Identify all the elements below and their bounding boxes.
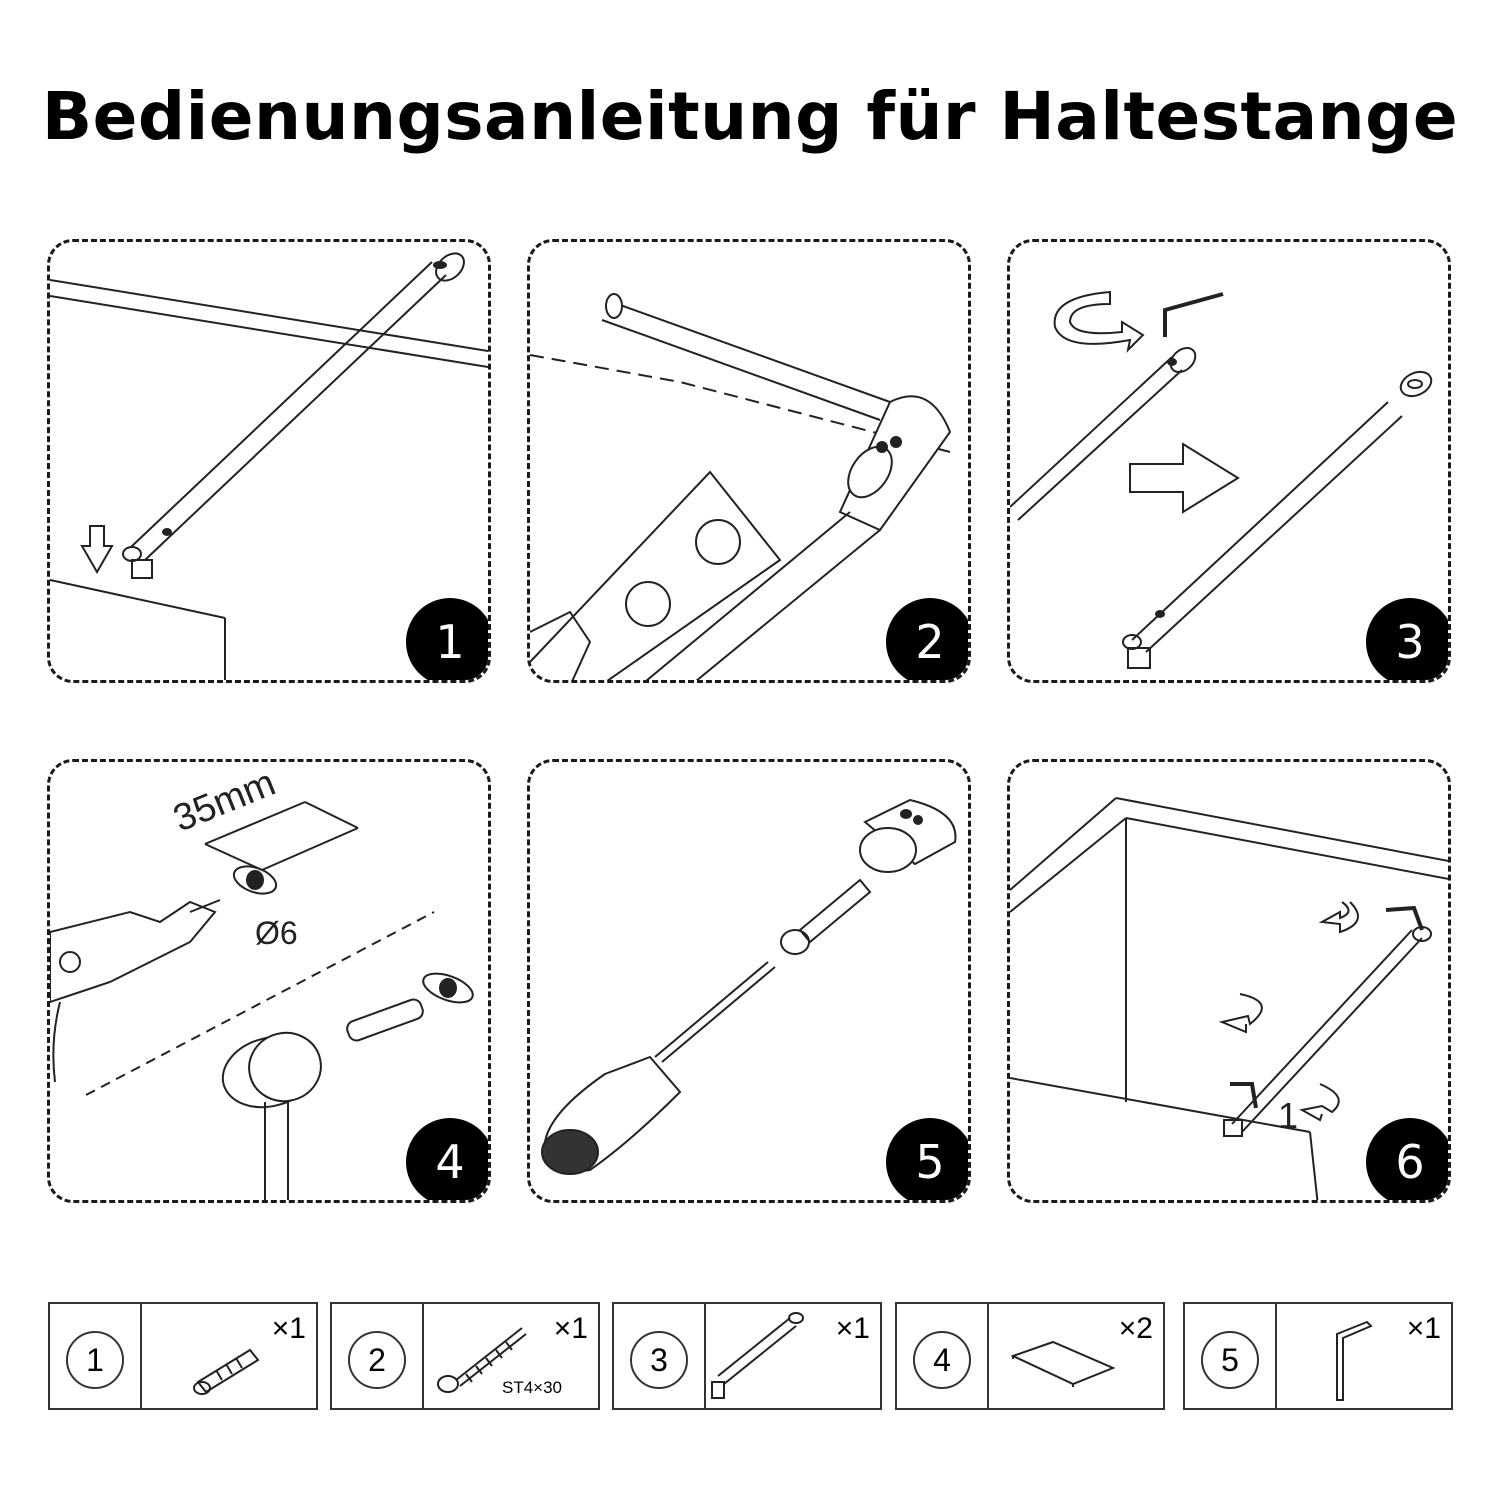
page-title: Bedienungsanleitung für Haltestange bbox=[41, 78, 1459, 155]
part-4-number: 4 bbox=[913, 1331, 971, 1389]
part-4-box bbox=[895, 1302, 1165, 1410]
part-4-number-cell bbox=[897, 1304, 989, 1408]
step-6-label: 1 bbox=[1278, 1095, 1299, 1136]
part-1-quantity: ×1 bbox=[271, 1312, 306, 1345]
step-1-panel bbox=[47, 239, 491, 683]
step-4-panel bbox=[47, 759, 491, 1203]
step-6-number-badge: 6 bbox=[1366, 1118, 1451, 1203]
part-1-number-cell bbox=[50, 1304, 142, 1408]
step-2-panel bbox=[527, 239, 971, 683]
part-5-box bbox=[1183, 1302, 1453, 1410]
part-2-quantity: ×1 bbox=[553, 1312, 588, 1345]
part-5-number: 5 bbox=[1201, 1331, 1259, 1389]
step-3-number-badge: 3 bbox=[1366, 598, 1451, 683]
part-3-number-cell bbox=[614, 1304, 706, 1408]
step-5-number-badge: 5 bbox=[886, 1118, 971, 1203]
part-3-box bbox=[612, 1302, 882, 1410]
part-3-number: 3 bbox=[630, 1331, 688, 1389]
part-3-quantity: ×1 bbox=[835, 1312, 870, 1345]
step-5-panel bbox=[527, 759, 971, 1203]
part-2-number: 2 bbox=[348, 1331, 406, 1389]
part-4-quantity: ×2 bbox=[1118, 1312, 1153, 1345]
step-2-number-badge: 2 bbox=[886, 598, 971, 683]
part-1-box bbox=[48, 1302, 318, 1410]
part-1-number: 1 bbox=[66, 1331, 124, 1389]
step-3-panel bbox=[1007, 239, 1451, 683]
step-4-number-badge: 4 bbox=[406, 1118, 491, 1203]
step-1-number-badge: 1 bbox=[406, 598, 491, 683]
step-6-panel bbox=[1007, 759, 1451, 1203]
part-2-box bbox=[330, 1302, 600, 1410]
step-4-dimension-label: 35mm bbox=[167, 762, 282, 841]
part-5-number-cell bbox=[1185, 1304, 1277, 1408]
step-4-drill-diameter-label: Ø6 bbox=[255, 915, 298, 951]
part-2-spec: ST4×30 bbox=[502, 1378, 563, 1397]
part-5-quantity: ×1 bbox=[1406, 1312, 1441, 1345]
part-2-number-cell bbox=[332, 1304, 424, 1408]
